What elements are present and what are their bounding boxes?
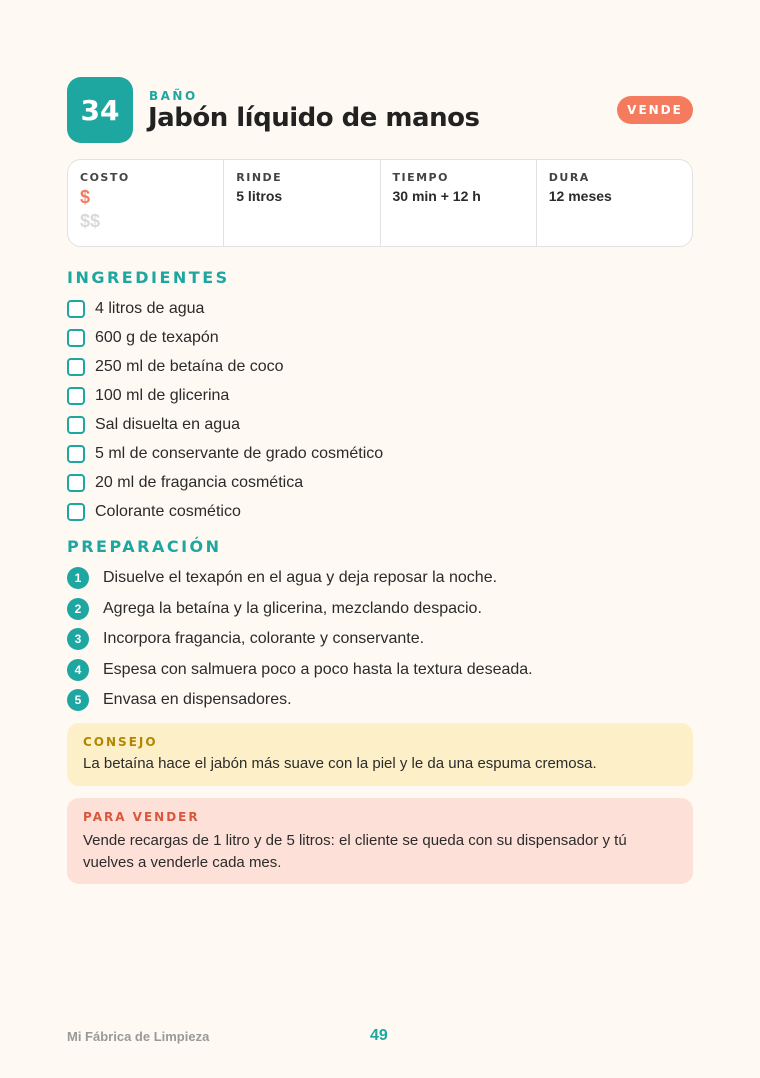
list-item — [67, 410, 693, 439]
stat-value: 30 min + 12 h — [392, 188, 481, 204]
tip-text: La betaína hace el jabón más suave con la piel y le da una espuma cremosa. — [83, 755, 597, 772]
stat-value: 12 meses — [548, 188, 612, 204]
ingredient-text: 20 ml de fragancia cosmética — [95, 473, 304, 491]
checkbox[interactable] — [67, 358, 85, 376]
step-number: 5 — [67, 689, 89, 711]
checkbox[interactable] — [67, 474, 85, 492]
ingredient-text: Sal disuelta en agua — [95, 415, 240, 433]
sell-tag-badge: VENDE — [617, 96, 693, 124]
step-number: 2 — [67, 598, 89, 620]
stat-value: 5 litros — [236, 188, 283, 204]
step-text: Envasa en dispensadores. — [103, 691, 292, 709]
tip-label: CONSEJO — [83, 735, 158, 749]
list-item — [67, 294, 693, 323]
stat-time — [381, 160, 537, 246]
cost-inactive-indicator: $$ — [80, 211, 101, 231]
recipe-page — [67, 0, 693, 1078]
recipe-number-badge: 34 — [67, 77, 133, 143]
stat-label: DURA — [548, 171, 590, 184]
stats-panel — [67, 159, 693, 247]
ingredient-text: 4 litros de agua — [95, 299, 205, 317]
stat-label: COSTO — [80, 171, 130, 184]
list-item — [67, 624, 693, 655]
stat-label: TIEMPO — [392, 171, 449, 184]
tip-box — [67, 723, 693, 786]
sell-label: PARA VENDER — [83, 810, 200, 824]
step-text: Agrega la betaína y la glicerina, mezclando despacio. — [103, 599, 482, 617]
list-item — [67, 497, 693, 526]
checkbox[interactable] — [67, 445, 85, 463]
step-text: Espesa con salmuera poco a poco hasta la textura deseada. — [103, 660, 533, 678]
sell-box — [67, 798, 693, 884]
checkbox[interactable] — [67, 387, 85, 405]
list-item — [67, 381, 693, 410]
cost-active-indicator: $ — [80, 187, 91, 207]
step-number: 4 — [67, 659, 89, 681]
list-item — [67, 352, 693, 381]
list-item — [67, 323, 693, 352]
recipe-category: BAÑO — [149, 89, 198, 103]
ingredients-list — [67, 294, 693, 526]
stat-cost — [68, 160, 224, 246]
stat-label: RINDE — [236, 171, 283, 184]
checkbox[interactable] — [67, 416, 85, 434]
ingredient-text: 5 ml de conservante de grado cosmético — [95, 444, 384, 462]
page-number: 49 — [370, 1027, 388, 1044]
checkbox[interactable] — [67, 329, 85, 347]
recipe-title: Jabón líquido de manos — [148, 103, 480, 133]
step-text: Disuelve el texapón en el agua y deja reposar la noche. — [103, 569, 498, 587]
stat-yield — [224, 160, 380, 246]
stat-duration — [537, 160, 692, 246]
ingredient-text: Colorante cosmético — [95, 502, 241, 520]
ingredient-text: 100 ml de glicerina — [95, 386, 230, 404]
footer-brand: Mi Fábrica de Limpieza — [67, 1029, 210, 1044]
preparation-steps — [67, 563, 693, 716]
step-text: Incorpora fragancia, colorante y conservante. — [103, 630, 425, 648]
preparation-heading: PREPARACIÓN — [67, 537, 222, 556]
sell-text: Vende recargas de 1 litro y de 5 litros: el cliente se queda con su dispensador y tú vuelves a venderle cada mes. — [83, 832, 627, 871]
list-item — [67, 594, 693, 625]
step-number: 1 — [67, 567, 89, 589]
list-item — [67, 655, 693, 686]
checkbox[interactable] — [67, 300, 85, 318]
list-item — [67, 439, 693, 468]
list-item — [67, 685, 693, 716]
ingredients-heading: INGREDIENTES — [67, 268, 230, 287]
list-item — [67, 563, 693, 594]
ingredient-text: 600 g de texapón — [95, 328, 219, 346]
ingredient-text: 250 ml de betaína de coco — [95, 357, 284, 375]
step-number: 3 — [67, 628, 89, 650]
recipe-header — [67, 77, 693, 143]
list-item — [67, 468, 693, 497]
checkbox[interactable] — [67, 503, 85, 521]
